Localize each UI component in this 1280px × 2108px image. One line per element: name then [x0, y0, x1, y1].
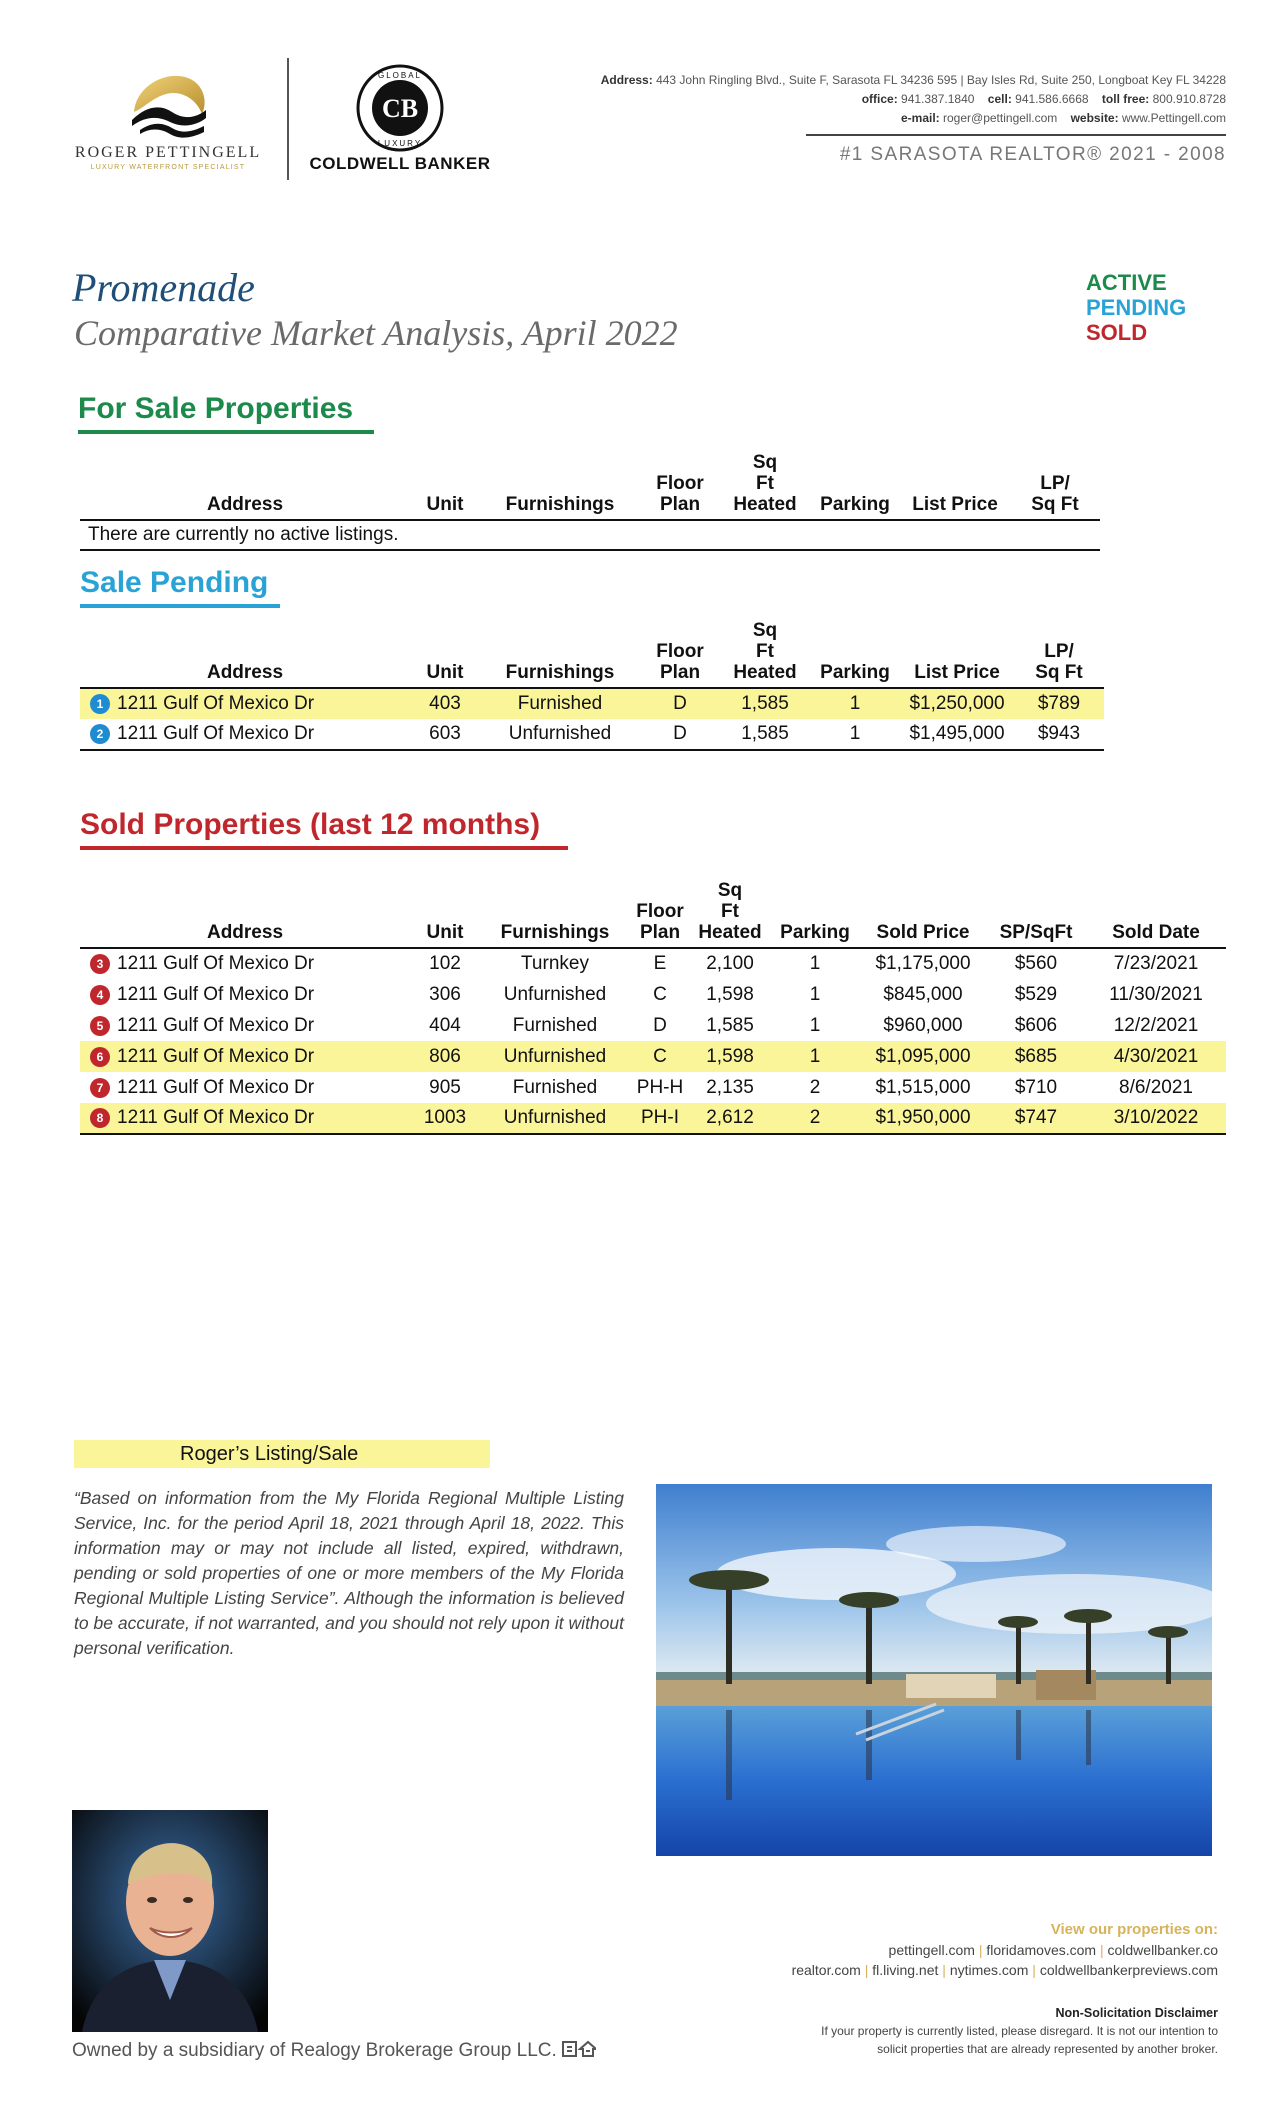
- table-row: [80, 1103, 1226, 1134]
- view-links-line-1: [792, 1940, 1218, 1960]
- partner-name: COLDWELL BANKER: [309, 154, 491, 173]
- price-cell: $1,495,000: [909, 723, 1005, 744]
- row-number-badge: 6: [90, 1047, 110, 1067]
- column-header: List Price: [914, 662, 1000, 683]
- cb-global-luxury-seal-icon: [305, 64, 495, 154]
- floor-plan-cell: PH-H: [636, 1076, 684, 1098]
- price-cell: $1,950,000: [860, 1103, 986, 1134]
- furnishings-cell: Furnished: [512, 1014, 598, 1036]
- address-line: Address: 443 John Ringling Blvd., Suite F, Sarasota FL 34236 595 | Bay Isles Rd, Suite 250, Longboat Key FL 34228: [600, 73, 1226, 87]
- parking-cell: 1: [809, 953, 821, 974]
- date-cell: 3/10/2022: [1086, 1103, 1226, 1134]
- per-sqft-cell: $789: [1014, 688, 1104, 719]
- phone-line: office: 941.387.1840 cell: 941.586.6668 toll free: 800.910.8728: [861, 92, 1226, 106]
- address-text: 1211 Gulf Of Mexico Dr: [117, 1107, 315, 1128]
- sqft-cell: 2,135: [706, 1076, 754, 1098]
- table-header-row: [80, 880, 1226, 948]
- sqft-cell: 1,598: [706, 983, 754, 1005]
- floor-plan-cell: C: [653, 983, 667, 1005]
- sqft-cell: 1,585: [741, 723, 789, 744]
- row-number-badge: 4: [90, 985, 110, 1005]
- table-row: [80, 688, 1104, 719]
- non-solicitation-line-1: If your property is currently listed, please disregard. It is not our intention to: [821, 2024, 1218, 2038]
- unit-cell: 404: [429, 1014, 461, 1036]
- per-sqft-cell: $560: [1014, 953, 1058, 974]
- furnishings-cell: Unfurnished: [480, 1103, 630, 1134]
- column-header: Furnishings: [505, 494, 615, 515]
- sqft-cell: 2,612: [690, 1103, 770, 1134]
- row-number-badge: 3: [90, 954, 110, 974]
- address-text: 1211 Gulf Of Mexico Dr: [117, 1014, 315, 1036]
- address-cell: [80, 979, 410, 1010]
- unit-cell: 102: [429, 953, 461, 974]
- contact-block: [601, 71, 1226, 128]
- contact-rule: [806, 134, 1226, 136]
- column-header: Sq Ft Heated: [733, 620, 797, 683]
- furnishings-cell: Unfurnished: [508, 723, 612, 744]
- row-number-badge: 2: [90, 724, 110, 744]
- non-solicitation-line-2: solicit properties that are already represented by another broker.: [877, 2042, 1218, 2056]
- equal-housing-icon: [562, 2040, 596, 2058]
- table-row: [80, 979, 1226, 1010]
- header-divider: [287, 58, 289, 180]
- table-row: [80, 1010, 1226, 1041]
- link-separator: |: [1096, 1942, 1108, 1958]
- address-cell: [80, 1103, 410, 1134]
- ownership-note: Owned by a subsidiary of Realogy Brokerage Group LLC.: [72, 2040, 596, 2062]
- sold-heading: Sold Properties (last 12 months): [80, 808, 540, 846]
- column-header: Sold Date: [1112, 922, 1200, 943]
- furnishings-cell: Unfurnished: [480, 1041, 630, 1072]
- address-cell: [80, 1041, 410, 1072]
- column-header: Parking: [820, 494, 890, 515]
- column-header: SP/SqFt: [999, 922, 1073, 943]
- no-listings-message: There are currently no active listings.: [88, 524, 399, 545]
- floor-plan-cell: D: [653, 1014, 667, 1036]
- property-site-link[interactable]: coldwellbankerpreviews.com: [1039, 1962, 1218, 1978]
- website-link[interactable]: www.Pettingell.com: [1121, 111, 1226, 125]
- address-cell: [80, 948, 410, 979]
- address-text: 1211 Gulf Of Mexico Dr: [117, 1045, 315, 1067]
- address-cell: [80, 719, 410, 750]
- furnishings-cell: Furnished: [480, 688, 640, 719]
- page-title: Promenade: [72, 265, 255, 310]
- unit-cell: 603: [429, 723, 461, 744]
- per-sqft-cell: $685: [986, 1041, 1086, 1072]
- floor-plan-cell: D: [640, 688, 720, 719]
- address-text: 1211 Gulf Of Mexico Dr: [117, 953, 315, 974]
- coldwell-banker-logo: [305, 64, 505, 180]
- column-header: Furnishings: [500, 922, 610, 943]
- mls-disclaimer: “Based on information from the My Florida Regional Multiple Listing Service, Inc. for the period April 18, 2021 through April 18, 2022. This information may or may not include all listed, expired, withdrawn, pending or sold properties of one or more members of the My Florida Regional Multiple Listing Service”. Although the information is believed to be accurate, if not warranted, and you should not rely upon it without personal verification.: [74, 1488, 624, 1658]
- column-header: Address: [206, 494, 284, 515]
- address-cell: [80, 1072, 410, 1103]
- address-cell: [80, 1010, 410, 1041]
- row-number-badge: 1: [90, 694, 110, 714]
- furnishings-cell: Furnished: [512, 1076, 598, 1098]
- non-solicitation-title: Non-Solicitation Disclaimer: [1055, 2006, 1218, 2020]
- realtor-rank: #1 SARASOTA REALTOR® 2021 - 2008: [839, 144, 1226, 165]
- property-site-link[interactable]: floridamoves.com: [986, 1942, 1097, 1958]
- column-header: Sq Ft Heated: [698, 880, 762, 943]
- column-header: Unit: [426, 494, 464, 515]
- brand-name: ROGER PETTINGELL: [74, 144, 262, 161]
- column-header: LP/ Sq Ft: [1035, 641, 1083, 683]
- per-sqft-cell: $943: [1037, 723, 1081, 744]
- seal-ring-bottom: LUXURY: [377, 139, 423, 148]
- parking-cell: 1: [809, 983, 821, 1005]
- column-header: LP/ Sq Ft: [1031, 473, 1079, 515]
- property-site-link[interactable]: nytimes.com: [949, 1962, 1029, 1978]
- property-site-link[interactable]: coldwellbanker.co: [1107, 1942, 1218, 1958]
- date-cell: 11/30/2021: [1109, 983, 1203, 1005]
- email-line: e-mail: roger@pettingell.com website: www.Pettingell.com: [900, 111, 1226, 125]
- agent-photo: [72, 1810, 268, 2032]
- view-properties-title: View our properties on:: [1050, 1921, 1218, 1938]
- table-row: [80, 948, 1226, 979]
- price-cell: $1,250,000: [900, 688, 1014, 719]
- link-separator: |: [1028, 1962, 1040, 1978]
- date-cell: 8/6/2021: [1119, 1076, 1193, 1098]
- email-link[interactable]: roger@pettingell.com: [943, 111, 1058, 125]
- address-cell: [80, 688, 410, 719]
- unit-cell: 1003: [410, 1103, 480, 1134]
- per-sqft-cell: $710: [1014, 1076, 1058, 1098]
- seal-ring-top: GLOBAL: [377, 71, 423, 80]
- furnishings-cell: Turnkey: [521, 953, 589, 974]
- floor-plan-cell: C: [630, 1041, 690, 1072]
- price-cell: $960,000: [883, 1014, 963, 1036]
- view-properties-block: [792, 1920, 1218, 1980]
- property-site-link[interactable]: fl.living.net: [872, 1962, 939, 1978]
- column-header: Parking: [820, 662, 890, 683]
- brand-tagline: LUXURY WATERFRONT SPECIALIST: [90, 164, 246, 171]
- column-header: Parking: [780, 922, 850, 943]
- column-header: List Price: [912, 494, 998, 515]
- pool-photo: [656, 1484, 1212, 1856]
- parking-cell: 1: [849, 723, 861, 744]
- unit-cell: 905: [429, 1076, 461, 1098]
- sale-pending-heading: Sale Pending: [80, 566, 268, 604]
- non-solicitation-block: [821, 2004, 1218, 2058]
- column-header: Unit: [426, 922, 464, 943]
- parking-cell: 1: [770, 1041, 860, 1072]
- column-header: Address: [206, 922, 284, 943]
- per-sqft-cell: $529: [1014, 983, 1058, 1005]
- date-cell: 7/23/2021: [1113, 953, 1199, 974]
- column-header: Floor Plan: [656, 641, 704, 683]
- column-header: Address: [206, 662, 284, 683]
- unit-cell: 403: [410, 688, 480, 719]
- floor-plan-cell: E: [653, 953, 667, 974]
- column-header: Floor Plan: [636, 901, 684, 943]
- floor-plan-cell: PH-I: [630, 1103, 690, 1134]
- link-separator: |: [974, 1942, 987, 1958]
- price-cell: $1,175,000: [875, 953, 971, 974]
- parking-cell: 2: [809, 1076, 821, 1098]
- view-links-line-2: [792, 1960, 1218, 1980]
- date-cell: 4/30/2021: [1086, 1041, 1226, 1072]
- cb-monogram: CB: [381, 94, 419, 123]
- address-text: 1211 Gulf Of Mexico Dr: [117, 983, 315, 1005]
- for-sale-heading: For Sale Properties: [78, 392, 353, 430]
- sqft-cell: 1,585: [706, 1014, 754, 1036]
- table-header-row: [80, 620, 1104, 688]
- page-subtitle: Comparative Market Analysis, April 2022: [74, 313, 678, 353]
- unit-cell: 306: [429, 983, 461, 1005]
- listing-note: Roger’s Listing/Sale: [74, 1440, 490, 1468]
- per-sqft-cell: $606: [1014, 1014, 1058, 1036]
- parking-cell: 1: [810, 688, 900, 719]
- property-site-link[interactable]: realtor.com: [791, 1962, 861, 1978]
- address-text: 1211 Gulf Of Mexico Dr: [117, 1076, 315, 1098]
- roger-pettingell-logo: [66, 68, 270, 180]
- table-row: [80, 1041, 1226, 1072]
- address-text: 1211 Gulf Of Mexico Dr: [117, 723, 315, 744]
- sold-table: [80, 880, 1226, 1135]
- link-separator: |: [860, 1962, 873, 1978]
- parking-cell: 1: [809, 1014, 821, 1036]
- table-header-row: [80, 452, 1100, 520]
- column-header: Sold Price: [876, 922, 970, 943]
- address-text: 1211 Gulf Of Mexico Dr: [117, 693, 315, 714]
- column-header: Sq Ft Heated: [733, 452, 797, 515]
- column-header: Floor Plan: [656, 473, 704, 515]
- column-header: Unit: [426, 662, 464, 683]
- table-row: [80, 1072, 1226, 1103]
- legend-pending: PENDING: [1086, 295, 1187, 320]
- row-number-badge: 5: [90, 1016, 110, 1036]
- sqft-cell: 1,585: [720, 688, 810, 719]
- furnishings-cell: Unfurnished: [503, 983, 607, 1005]
- table-row: [80, 719, 1104, 750]
- floor-plan-cell: D: [673, 723, 687, 744]
- legend-active: ACTIVE: [1086, 270, 1167, 295]
- unit-cell: 806: [410, 1041, 480, 1072]
- sqft-cell: 1,598: [690, 1041, 770, 1072]
- date-cell: 12/2/2021: [1113, 1014, 1199, 1036]
- status-legend: [1086, 270, 1186, 345]
- row-number-badge: 8: [90, 1108, 110, 1128]
- sqft-cell: 2,100: [706, 953, 754, 974]
- price-cell: $845,000: [883, 983, 963, 1005]
- for-sale-table: [80, 452, 1100, 551]
- link-separator: |: [938, 1962, 950, 1978]
- row-number-badge: 7: [90, 1078, 110, 1098]
- price-cell: $1,095,000: [860, 1041, 986, 1072]
- column-header: Furnishings: [505, 662, 615, 683]
- parking-cell: 2: [770, 1103, 860, 1134]
- price-cell: $1,515,000: [875, 1076, 971, 1098]
- wave-house-icon: [126, 68, 210, 140]
- legend-sold: SOLD: [1086, 320, 1148, 345]
- sale-pending-table: [80, 620, 1104, 751]
- property-site-link[interactable]: pettingell.com: [888, 1942, 975, 1958]
- per-sqft-cell: $747: [986, 1103, 1086, 1134]
